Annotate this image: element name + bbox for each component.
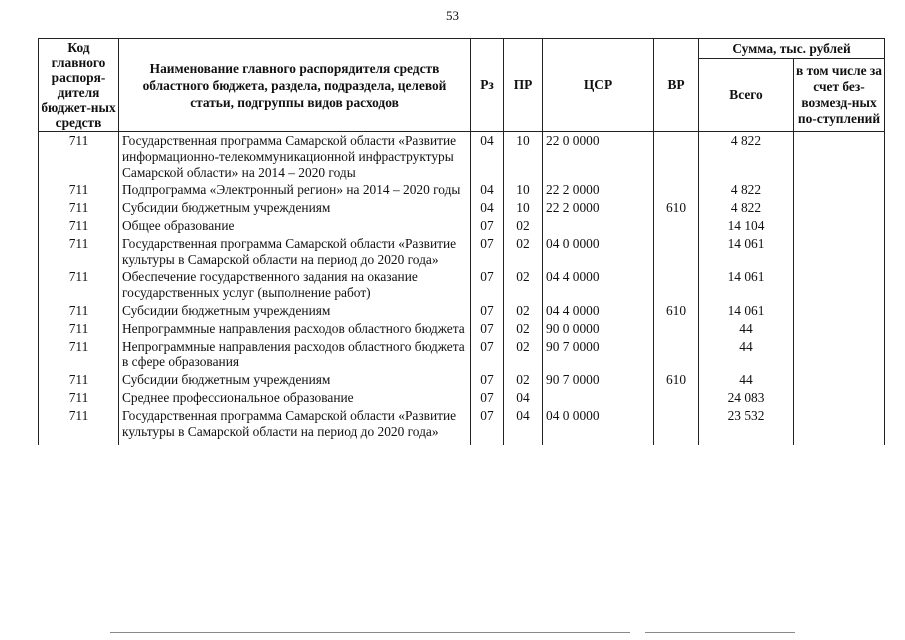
cell-csr: 04 0 0000 bbox=[543, 235, 654, 269]
cell-csr bbox=[543, 217, 654, 235]
cell-name: Непрограммные направления расходов областного бюджета в сфере образования bbox=[119, 338, 471, 372]
table-row bbox=[39, 235, 885, 269]
cell-total: 44 bbox=[699, 371, 794, 389]
cell-incl bbox=[794, 132, 885, 182]
cell-pr: 02 bbox=[504, 217, 543, 235]
cell-code: 711 bbox=[39, 235, 119, 269]
cell-pr: 10 bbox=[504, 181, 543, 199]
budget-table bbox=[38, 38, 885, 445]
cell-csr: 04 0 0000 bbox=[543, 407, 654, 446]
cell-vr bbox=[654, 235, 699, 269]
table-row bbox=[39, 407, 885, 446]
cell-name: Государственная программа Самарской области «Развитие информационно-телекоммуникационной инфраструктуры Самарской области» на 2014 – 2020 годы bbox=[119, 132, 471, 182]
cell-csr: 90 7 0000 bbox=[543, 371, 654, 389]
header-incl: в том числе за счет без-возмезд-ных по-ступлений bbox=[794, 59, 885, 132]
cell-vr: 610 bbox=[654, 199, 699, 217]
cell-code: 711 bbox=[39, 132, 119, 182]
cell-pr: 02 bbox=[504, 268, 543, 302]
header-csr: ЦСР bbox=[543, 39, 654, 132]
cell-total: 14 104 bbox=[699, 217, 794, 235]
cell-rz: 04 bbox=[471, 199, 504, 217]
table-body bbox=[39, 132, 885, 446]
cell-total: 14 061 bbox=[699, 302, 794, 320]
cell-incl bbox=[794, 371, 885, 389]
cell-code: 711 bbox=[39, 407, 119, 446]
header-name: Наименование главного распорядителя средств областного бюджета, раздела, подраздела, целевой статьи, подгруппы видов расходов bbox=[119, 39, 471, 132]
cell-rz: 07 bbox=[471, 320, 504, 338]
cell-incl bbox=[794, 389, 885, 407]
cell-total: 23 532 bbox=[699, 407, 794, 446]
cell-code: 711 bbox=[39, 217, 119, 235]
table-row bbox=[39, 199, 885, 217]
header-code: Код главного распоря-дителя бюджет-ных средств bbox=[39, 39, 119, 132]
page-number: 53 bbox=[446, 8, 459, 23]
cell-vr bbox=[654, 320, 699, 338]
cell-csr: 04 4 0000 bbox=[543, 268, 654, 302]
cell-name: Обеспечение государственного задания на оказание государственных услуг (выполнение работ) bbox=[119, 268, 471, 302]
cell-incl bbox=[794, 217, 885, 235]
cell-pr: 10 bbox=[504, 199, 543, 217]
header-sum: Сумма, тыс. рублей bbox=[699, 39, 885, 59]
cell-total: 44 bbox=[699, 338, 794, 372]
cell-vr: 610 bbox=[654, 371, 699, 389]
cell-rz: 07 bbox=[471, 371, 504, 389]
cell-csr: 22 0 0000 bbox=[543, 132, 654, 182]
table-row bbox=[39, 389, 885, 407]
cell-rz: 07 bbox=[471, 389, 504, 407]
table-row bbox=[39, 132, 885, 182]
cell-name: Государственная программа Самарской области «Развитие культуры в Самарской области на период до 2020 года» bbox=[119, 407, 471, 446]
bottom-rule-right bbox=[645, 632, 795, 633]
cell-csr: 90 7 0000 bbox=[543, 338, 654, 372]
cell-name: Общее образование bbox=[119, 217, 471, 235]
cell-rz: 07 bbox=[471, 338, 504, 372]
cell-vr bbox=[654, 181, 699, 199]
cell-incl bbox=[794, 320, 885, 338]
cell-code: 711 bbox=[39, 199, 119, 217]
cell-vr bbox=[654, 132, 699, 182]
table-row bbox=[39, 371, 885, 389]
cell-vr bbox=[654, 407, 699, 446]
cell-incl bbox=[794, 407, 885, 446]
cell-code: 711 bbox=[39, 389, 119, 407]
table-row bbox=[39, 181, 885, 199]
cell-name: Государственная программа Самарской области «Развитие культуры в Самарской области на период до 2020 года» bbox=[119, 235, 471, 269]
cell-rz: 07 bbox=[471, 407, 504, 446]
cell-incl bbox=[794, 181, 885, 199]
cell-csr: 22 2 0000 bbox=[543, 199, 654, 217]
cell-pr: 02 bbox=[504, 371, 543, 389]
table-row bbox=[39, 320, 885, 338]
header-vr: ВР bbox=[654, 39, 699, 132]
cell-name: Субсидии бюджетным учреждениям bbox=[119, 302, 471, 320]
table-row bbox=[39, 217, 885, 235]
cell-name: Субсидии бюджетным учреждениям bbox=[119, 199, 471, 217]
cell-pr: 04 bbox=[504, 389, 543, 407]
cell-rz: 07 bbox=[471, 217, 504, 235]
cell-pr: 02 bbox=[504, 320, 543, 338]
cell-rz: 04 bbox=[471, 181, 504, 199]
cell-name: Среднее профессиональное образование bbox=[119, 389, 471, 407]
cell-pr: 02 bbox=[504, 235, 543, 269]
cell-csr: 22 2 0000 bbox=[543, 181, 654, 199]
cell-rz: 04 bbox=[471, 132, 504, 182]
cell-incl bbox=[794, 199, 885, 217]
cell-csr: 04 4 0000 bbox=[543, 302, 654, 320]
bottom-rule-left bbox=[110, 632, 630, 633]
cell-total: 4 822 bbox=[699, 132, 794, 182]
cell-pr: 02 bbox=[504, 338, 543, 372]
cell-pr: 10 bbox=[504, 132, 543, 182]
cell-total: 4 822 bbox=[699, 181, 794, 199]
cell-total: 14 061 bbox=[699, 235, 794, 269]
cell-incl bbox=[794, 235, 885, 269]
cell-rz: 07 bbox=[471, 235, 504, 269]
cell-vr bbox=[654, 268, 699, 302]
cell-code: 711 bbox=[39, 181, 119, 199]
cell-code: 711 bbox=[39, 371, 119, 389]
cell-incl bbox=[794, 338, 885, 372]
cell-name: Подпрограмма «Электронный регион» на 2014 – 2020 годы bbox=[119, 181, 471, 199]
table-row bbox=[39, 338, 885, 372]
cell-incl bbox=[794, 302, 885, 320]
cell-total: 24 083 bbox=[699, 389, 794, 407]
cell-vr: 610 bbox=[654, 302, 699, 320]
cell-name: Непрограммные направления расходов областного бюджета bbox=[119, 320, 471, 338]
cell-incl bbox=[794, 268, 885, 302]
table-header bbox=[39, 39, 885, 132]
cell-code: 711 bbox=[39, 338, 119, 372]
header-rz: Рз bbox=[471, 39, 504, 132]
table-row bbox=[39, 268, 885, 302]
cell-pr: 02 bbox=[504, 302, 543, 320]
table-row bbox=[39, 302, 885, 320]
cell-csr: 90 0 0000 bbox=[543, 320, 654, 338]
cell-vr bbox=[654, 217, 699, 235]
cell-code: 711 bbox=[39, 320, 119, 338]
cell-total: 44 bbox=[699, 320, 794, 338]
header-pr: ПР bbox=[504, 39, 543, 132]
cell-rz: 07 bbox=[471, 268, 504, 302]
cell-pr: 04 bbox=[504, 407, 543, 446]
cell-vr bbox=[654, 389, 699, 407]
cell-code: 711 bbox=[39, 302, 119, 320]
cell-rz: 07 bbox=[471, 302, 504, 320]
cell-total: 4 822 bbox=[699, 199, 794, 217]
cell-csr bbox=[543, 389, 654, 407]
cell-code: 711 bbox=[39, 268, 119, 302]
header-total: Всего bbox=[699, 59, 794, 132]
cell-total: 14 061 bbox=[699, 268, 794, 302]
cell-name: Субсидии бюджетным учреждениям bbox=[119, 371, 471, 389]
cell-vr bbox=[654, 338, 699, 372]
